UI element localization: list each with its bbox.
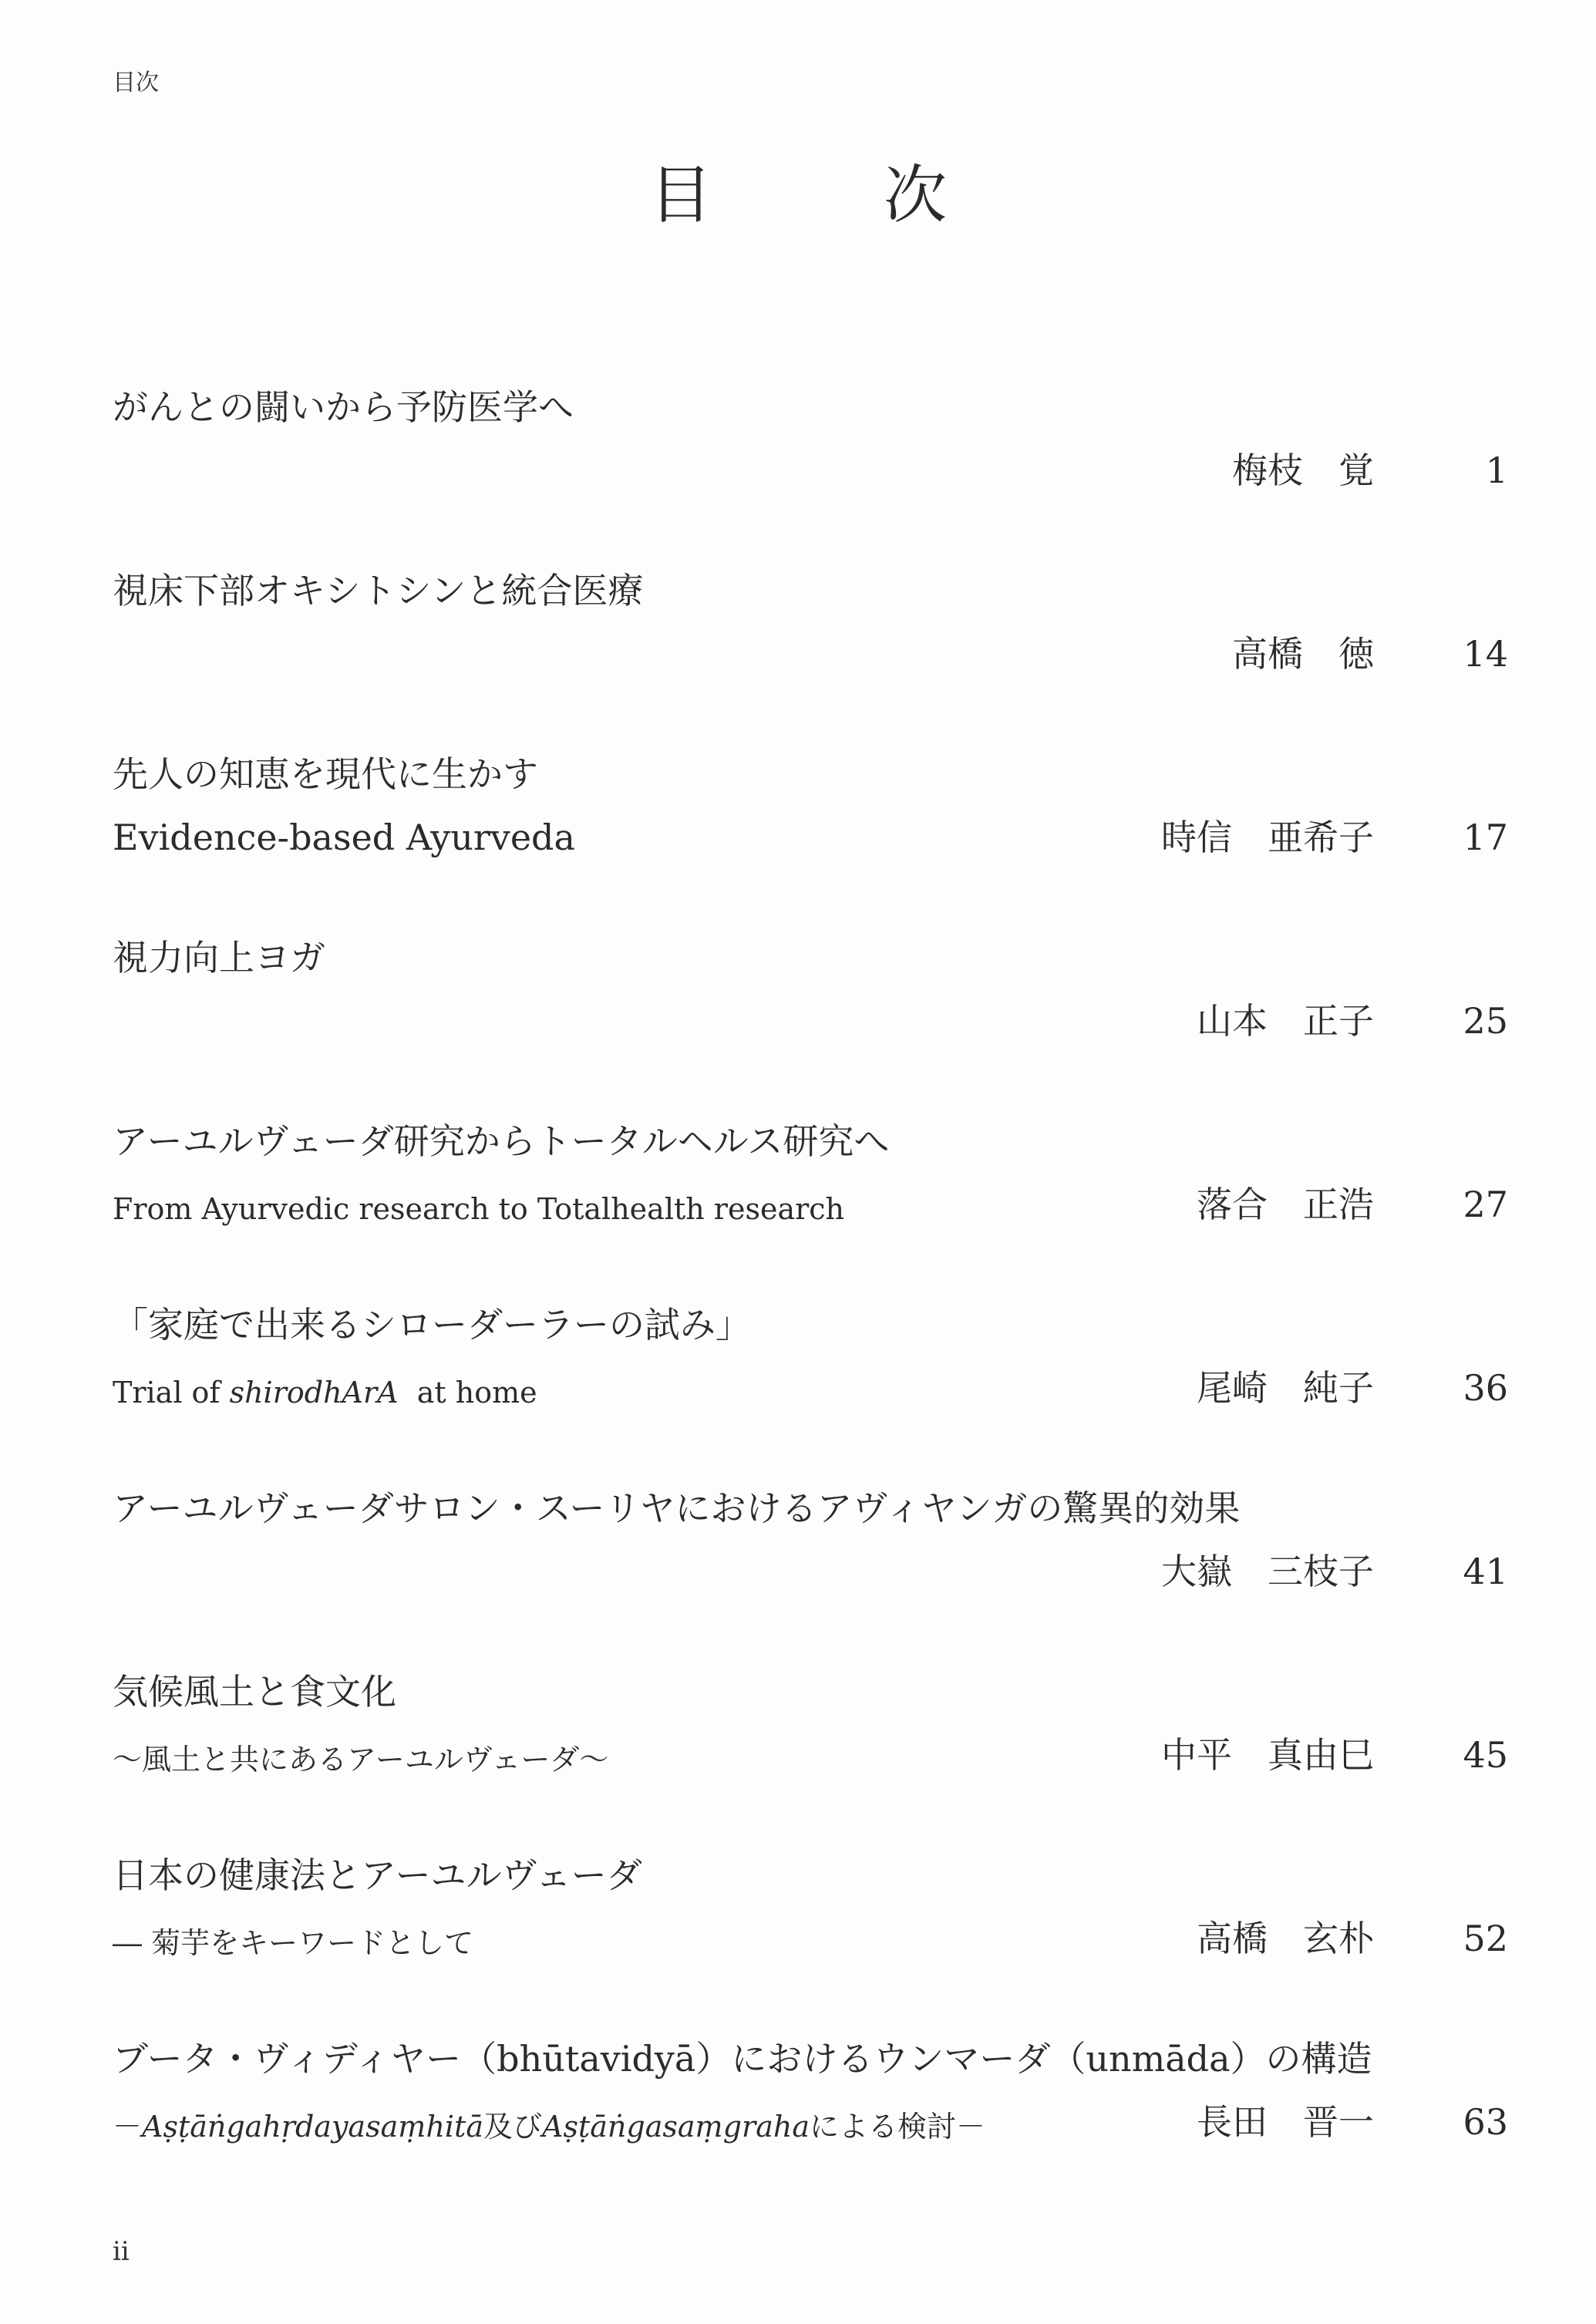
entry-author: 落合 正浩 xyxy=(1197,1184,1374,1225)
toc-entry[interactable] xyxy=(113,568,1508,751)
toc-entry[interactable] xyxy=(113,384,1508,568)
subtitle-text: による検討－ xyxy=(810,2110,986,2144)
entry-page-number: 1 xyxy=(1485,450,1508,491)
subtitle-text: at home xyxy=(398,1376,537,1410)
entry-subtitle xyxy=(113,2103,985,2150)
table-of-contents xyxy=(113,384,1508,2219)
toc-entry[interactable] xyxy=(113,751,1508,935)
subtitle-italic-term: shirodhArA xyxy=(229,1376,399,1410)
entry-page-number: 63 xyxy=(1463,2101,1508,2143)
entry-page-number: 17 xyxy=(1463,817,1508,858)
entry-subtitle xyxy=(113,1369,537,1416)
entry-title: 視力向上ヨガ xyxy=(113,937,325,978)
entry-page-number: 41 xyxy=(1463,1551,1508,1592)
entry-subtitle: From Ayurvedic research to Totalhealth research xyxy=(113,1192,845,1226)
toc-entry[interactable] xyxy=(113,935,1508,1118)
entry-subtitle: Evidence-based Ayurveda xyxy=(113,817,575,858)
toc-entry[interactable] xyxy=(113,1852,1508,2036)
toc-entry[interactable] xyxy=(113,1669,1508,1852)
running-head: 目次 xyxy=(113,69,159,96)
entry-title: 視床下部オキシトシンと統合医療 xyxy=(113,570,644,611)
entry-title: ブータ・ヴィディヤー（bhūtavidyā）におけるウンマーダ（unmāda）の構造 xyxy=(113,2038,1372,2080)
subtitle-text: Trial of xyxy=(113,1376,230,1410)
entry-title: 「家庭で出来るシローダーラーの試み」 xyxy=(113,1304,751,1346)
entry-author: 尾崎 純子 xyxy=(1197,1367,1374,1409)
entry-subtitle: ～風土と共にあるアーユルヴェーダ～ xyxy=(113,1743,609,1777)
entry-subtitle: ― 菊芋をキーワードとして xyxy=(113,1926,474,1960)
entry-author: 梅枝 覚 xyxy=(1232,450,1374,491)
entry-title: アーユルヴェーダ研究からトータルヘルス研究へ xyxy=(113,1120,890,1162)
page-folio: ii xyxy=(113,2236,130,2267)
subtitle-text: － xyxy=(113,2110,143,2144)
toc-entry[interactable] xyxy=(113,1302,1508,1485)
entry-page-number: 52 xyxy=(1463,1918,1508,1959)
entry-page-number: 45 xyxy=(1463,1734,1508,1776)
page-title: 目 次 xyxy=(648,159,1001,232)
entry-page-number: 25 xyxy=(1463,1000,1508,1042)
toc-entry[interactable] xyxy=(113,2036,1508,2219)
entry-author: 時信 亜希子 xyxy=(1161,817,1374,858)
entry-title: がんとの闘いから予防医学へ xyxy=(113,386,574,428)
toc-entry[interactable] xyxy=(113,1485,1508,1669)
entry-author: 中平 真由巳 xyxy=(1161,1734,1374,1776)
entry-title: 先人の知恵を現代に生かす xyxy=(113,753,538,795)
subtitle-italic-term: Aṣṭāṅgahṛdayasaṃhitā xyxy=(142,2110,484,2144)
entry-author: 長田 晋一 xyxy=(1197,2101,1374,2143)
entry-page-number: 14 xyxy=(1463,633,1508,675)
entry-page-number: 27 xyxy=(1463,1184,1508,1225)
toc-entry[interactable] xyxy=(113,1118,1508,1302)
entry-author: 高橋 玄朴 xyxy=(1197,1918,1374,1959)
entry-author: 大嶽 三枝子 xyxy=(1161,1551,1374,1592)
subtitle-text: 及び xyxy=(483,2110,543,2144)
entry-author: 山本 正子 xyxy=(1197,1000,1374,1042)
subtitle-italic-term: Aṣṭāṅgasaṃgraha xyxy=(542,2110,810,2144)
entry-author: 高橋 徳 xyxy=(1232,633,1374,675)
entry-page-number: 36 xyxy=(1463,1367,1508,1409)
entry-title: アーユルヴェーダサロン・スーリヤにおけるアヴィヤンガの驚異的効果 xyxy=(113,1487,1241,1529)
entry-title: 気候風土と食文化 xyxy=(113,1671,396,1713)
entry-title: 日本の健康法とアーユルヴェーダ xyxy=(113,1854,642,1896)
